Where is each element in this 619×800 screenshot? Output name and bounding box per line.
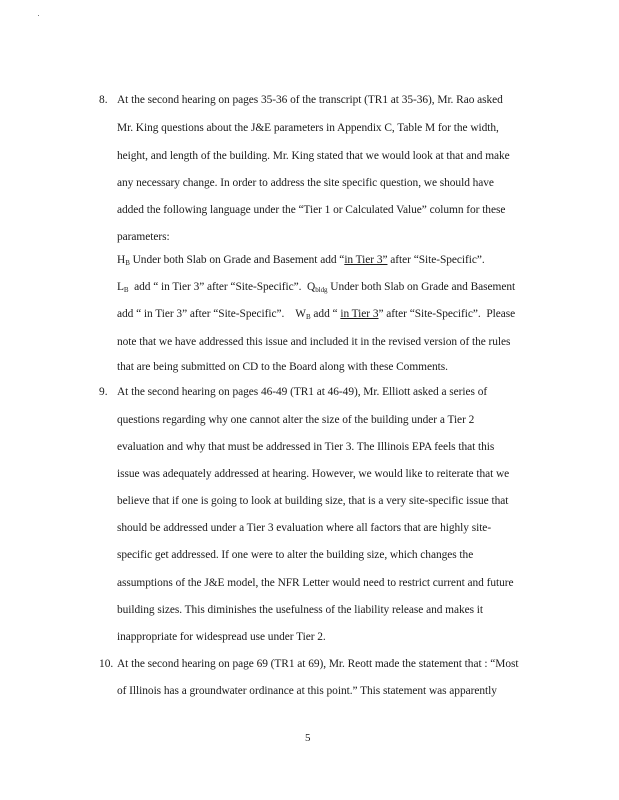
paragraph-line: issue was adequately addressed at hearing. However, we would like to reiterate that we [117, 468, 510, 480]
paragraph-line: evaluation and why that must be addressed in Tier 3. The Illinois EPA feels that this [117, 441, 495, 453]
please-word: Please [486, 308, 516, 320]
paragraph-line: that are being submitted on CD to the Board along with these Comments. [117, 361, 448, 373]
paragraph-line: any necessary change. In order to address the site specific question, we should have [117, 177, 494, 189]
scan-speck [38, 15, 39, 16]
wb-text-end: ” after “Site-Specific”. [378, 308, 481, 320]
paragraph-line: parameters: [117, 231, 170, 243]
paragraph-line: specific get addressed. If one were to alter the building size, which changes the [117, 549, 474, 561]
paragraph-line: building sizes. This diminishes the usefulness of the liability release and makes it [117, 604, 484, 616]
hb-text: Under both Slab on Grade and Basement add “ [132, 254, 345, 266]
page-number: 5 [305, 732, 311, 744]
qsoil-symbol: Q [307, 281, 316, 293]
param-line-hb [117, 253, 485, 270]
paragraph-line: At the second hearing on pages 35-36 of the transcript (TR1 at 35-36), Mr. Rao asked [117, 94, 503, 106]
hb-text-end: after “Site-Specific”. [387, 254, 485, 266]
hb-subscript: B [125, 259, 130, 267]
qsoil-text: Under both Slab on Grade and Basement [330, 281, 516, 293]
param-line-wb [117, 307, 515, 324]
wb-subscript: B [305, 313, 311, 321]
paragraph-line: should be addressed under a Tier 3 evaluation where all factors that are highly site- [117, 522, 492, 534]
hb-symbol: H [117, 254, 126, 266]
hb-underlined-text: in Tier 3” [344, 254, 388, 266]
paragraph-line: questions regarding why one cannot alter the size of the building under a Tier 2 [117, 414, 475, 426]
qsoil-subscript: bldg [315, 286, 328, 294]
paragraph-line: believe that if one is going to look at building size, that is a very site-specific issue that [117, 495, 509, 507]
lb-symbol: L [117, 281, 124, 293]
wb-underlined-text: in Tier 3 [340, 308, 379, 320]
item-number: 9. [99, 386, 108, 398]
qsoil-add-text: add “ in Tier 3” after “Site-Specific”. [117, 308, 285, 320]
paragraph-line: At the second hearing on page 69 (TR1 at 69), Mr. Reott made the statement that : “Most [117, 658, 519, 670]
item-number: 10. [99, 658, 114, 670]
paragraph-line: inappropriate for widespread use under Tier 2. [117, 631, 326, 643]
paragraph-line: height, and length of the building. Mr. King stated that we would look at that and make [117, 150, 510, 162]
paragraph-line: added the following language under the “Tier 1 or Calculated Value” column for these [117, 204, 506, 216]
paragraph-line: Mr. King questions about the J&E parameters in Appendix C, Table M for the width, [117, 122, 499, 134]
paragraph-line: assumptions of the J&E model, the NFR Letter would need to restrict current and future [117, 577, 514, 589]
paragraph-line: At the second hearing on pages 46-49 (TR1 at 46-49), Mr. Elliott asked a series of [117, 386, 488, 398]
wb-symbol: W [295, 308, 306, 320]
lb-text: add “ in Tier 3” after “Site-Specific”. [134, 281, 302, 293]
paragraph-line: note that we have addressed this issue and included it in the revised version of the rules [117, 336, 511, 348]
paragraph-line: of Illinois has a groundwater ordinance at this point.” This statement was apparently [117, 685, 497, 697]
item-number: 8. [99, 94, 108, 106]
lb-subscript: B [123, 286, 129, 294]
param-line-lb [117, 280, 515, 297]
wb-text: add “ [313, 308, 341, 320]
